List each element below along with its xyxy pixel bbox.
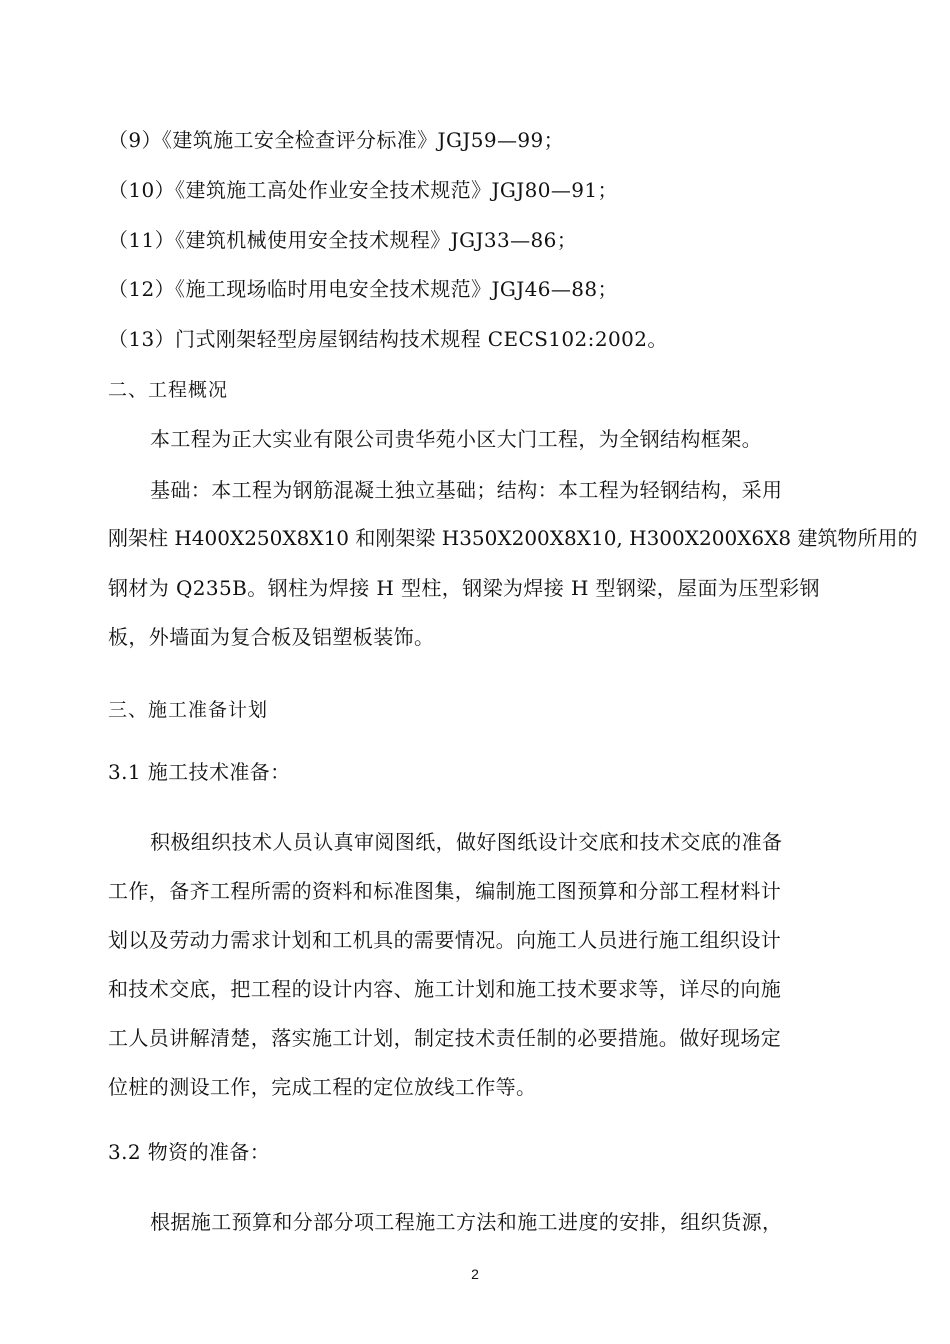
- subsection-heading-technical-preparation: 3.1 施工技术准备：: [108, 760, 291, 784]
- technical-paragraph-line-3: 划以及劳动力需求计划和工机具的需要情况。向施工人员进行施工组织设计: [108, 928, 782, 952]
- technical-paragraph-line-6: 位桩的测设工作，完成工程的定位放线工作等。: [108, 1075, 537, 1099]
- overview-paragraph-2-line-3: 钢材为 Q235B。钢柱为焊接 H 型柱，钢梁为焊接 H 型钢梁，屋面为压型彩钢: [108, 576, 820, 600]
- reference-item-13: （13）门式刚架轻型房屋钢结构技术规程 CECS102:2002。: [108, 327, 668, 351]
- overview-paragraph-2-line-4: 板，外墙面为复合板及铝塑板装饰。: [108, 625, 435, 649]
- technical-paragraph-line-4: 和技术交底，把工程的设计内容、施工计划和施工技术要求等，详尽的向施: [108, 977, 782, 1001]
- technical-paragraph-line-5: 工人员讲解清楚，落实施工计划，制定技术责任制的必要措施。做好现场定: [108, 1026, 782, 1050]
- reference-item-10: （10）《建筑施工高处作业安全技术规范》JGJ80—91；: [108, 178, 618, 202]
- reference-item-11: （11）《建筑机械使用安全技术规程》JGJ33—86；: [108, 228, 578, 252]
- materials-paragraph-line-1: 根据施工预算和分部分项工程施工方法和施工进度的安排，组织货源，: [150, 1210, 783, 1234]
- reference-item-9: （9）《建筑施工安全检查评分标准》JGJ59—99；: [108, 128, 565, 152]
- technical-paragraph-line-1: 积极组织技术人员认真审阅图纸，做好图纸设计交底和技术交底的准备: [150, 830, 783, 854]
- reference-item-12: （12）《施工现场临时用电安全技术规范》JGJ46—88；: [108, 277, 618, 301]
- technical-paragraph-line-2: 工作，备齐工程所需的资料和标准图集，编制施工图预算和分部工程材料计: [108, 879, 782, 903]
- overview-paragraph-2-line-2: 刚架柱 H400X250X8X10 和刚架梁 H350X200X8X10, H300X200X6X8 建筑物所用的: [108, 526, 918, 550]
- overview-paragraph-2-line-1: 基础：本工程为钢筋混凝土独立基础；结构：本工程为轻钢结构，采用: [150, 478, 783, 502]
- overview-paragraph-1: 本工程为正大实业有限公司贵华苑小区大门工程，为全钢结构框架。: [150, 427, 762, 451]
- section-heading-project-overview: 二、工程概况: [108, 379, 229, 401]
- subsection-heading-materials-preparation: 3.2 物资的准备：: [108, 1140, 271, 1164]
- section-heading-construction-preparation: 三、施工准备计划: [108, 699, 269, 721]
- page-number: 2: [471, 1266, 479, 1282]
